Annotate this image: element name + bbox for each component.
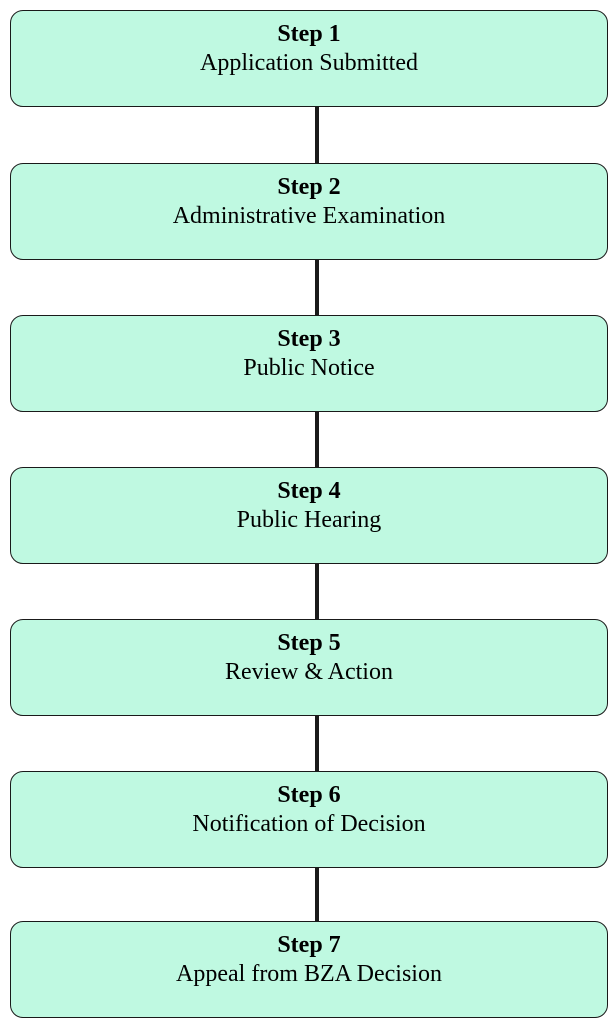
connector-line — [315, 107, 319, 164]
step-box-5 — [10, 619, 608, 716]
step-number: Step 7 — [277, 932, 341, 958]
connector-line — [315, 412, 319, 469]
step-title: Public Notice — [243, 355, 375, 381]
step-title: Administrative Examination — [172, 203, 446, 229]
step-box-7 — [10, 921, 608, 1018]
step-number: Step 4 — [277, 478, 341, 504]
step-number: Step 2 — [277, 174, 341, 200]
step-box-2 — [10, 163, 608, 260]
step-number: Step 6 — [277, 782, 341, 808]
step-box-4 — [10, 467, 608, 564]
step-title: Notification of Decision — [192, 811, 426, 837]
step-title: Review & Action — [225, 659, 393, 685]
step-number: Step 1 — [277, 21, 341, 47]
step-box-1 — [10, 10, 608, 107]
step-title: Public Hearing — [236, 507, 382, 533]
step-title: Appeal from BZA Decision — [176, 961, 442, 987]
connector-line — [315, 260, 319, 317]
connector-line — [315, 868, 319, 925]
step-number: Step 5 — [277, 630, 341, 656]
step-number: Step 3 — [277, 326, 341, 352]
connector-line — [315, 716, 319, 773]
step-box-6 — [10, 771, 608, 868]
step-box-3 — [10, 315, 608, 412]
step-title: Application Submitted — [200, 50, 418, 76]
connector-line — [315, 564, 319, 621]
